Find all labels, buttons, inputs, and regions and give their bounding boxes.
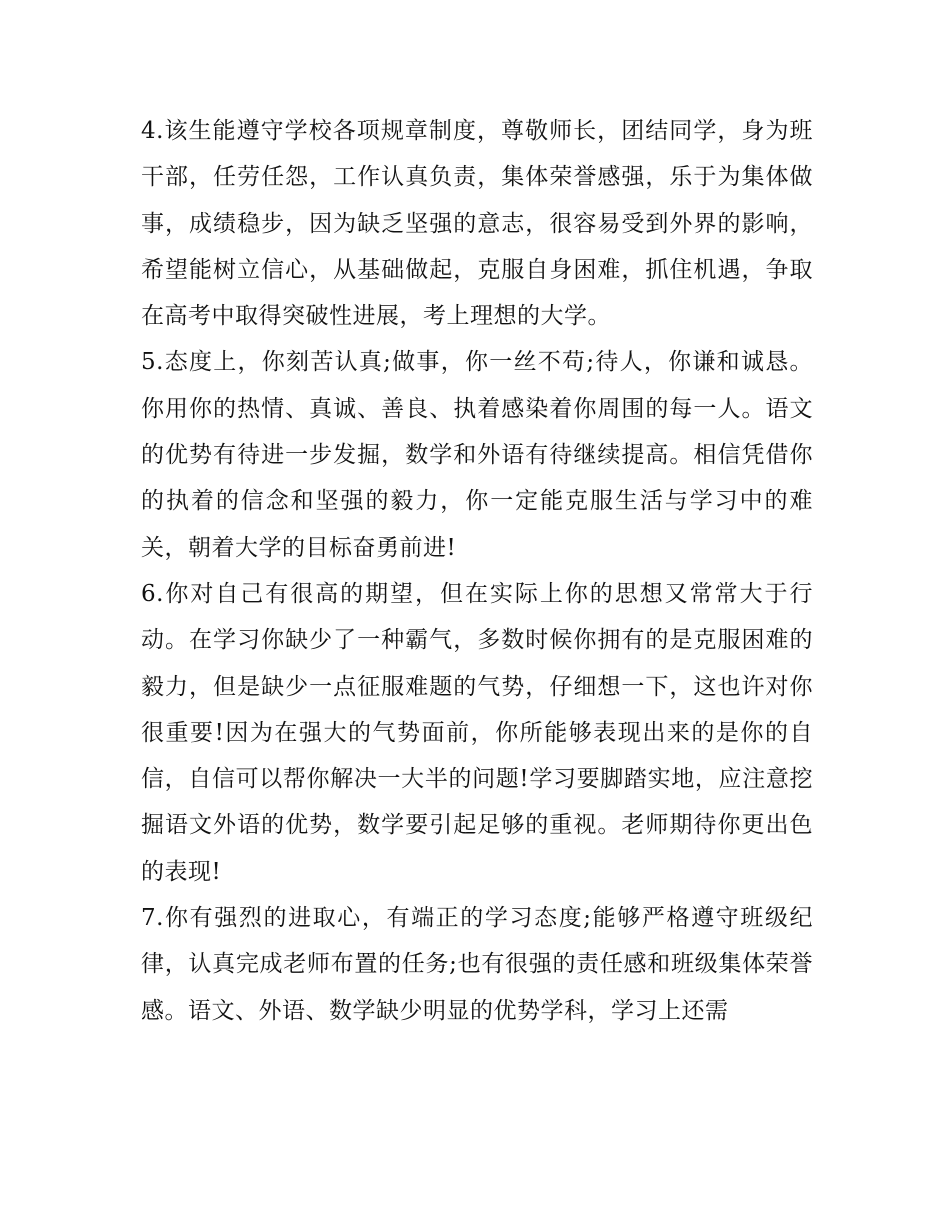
comment-paragraph-4: 4.该生能遵守学校各项规章制度，尊敬师长，团结同学，身为班干部，任劳任怨，工作认真负责，集体荣誉感强，乐于为集体做事，成绩稳步，因为缺乏坚强的意志，很容易受到外界的影响，希望能树立信心，从基础做起，克服自身困难，抓住机遇，争取在高考中取得突破性进展，考上理想的大学。 <box>141 118 813 330</box>
comment-paragraph-7: 7.你有强烈的进取心，有端正的学习态度;能够严格遵守班级纪律，认真完成老师布置的任务;也有很强的责任感和班级集体荣誉感。语文、外语、数学缺少明显的优势学科，学习上还需 <box>141 905 813 1024</box>
document-body <box>141 108 813 1034</box>
comment-paragraph-5: 5.态度上，你刻苦认真;做事，你一丝不苟;待人，你谦和诚恳。你用你的热情、真诚、善良、执着感染着你周围的每一人。语文的优势有待进一步发掘，数学和外语有待继续提高。相信凭借你的执着的信念和坚强的毅力，你一定能克服生活与学习中的难关，朝着大学的目标奋勇前进! <box>141 349 813 561</box>
comment-paragraph-6: 6.你对自己有很高的期望，但在实际上你的思想又常常大于行动。在学习你缺少了一种霸气，多数时候你拥有的是克服困难的毅力，但是缺少一点征服难题的气势，仔细想一下，这也许对你很重要!因为在强大的气势面前，你所能够表现出来的是你的自信，自信可以帮你解决一大半的问题!学习要脚踏实地，应注意挖掘语文外语的优势，数学要引起足够的重视。老师期待你更出色的表现! <box>141 580 813 885</box>
